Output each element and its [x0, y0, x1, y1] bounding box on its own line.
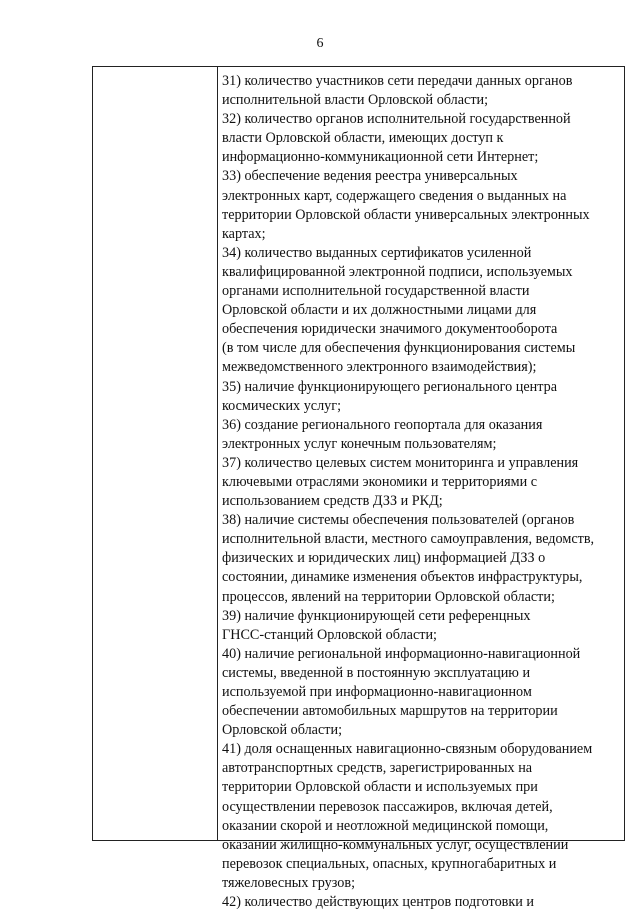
text-line: органами исполнительной государственной власти — [222, 283, 530, 300]
text-line: 41) доля оснащенных навигационно-связным оборудованием — [222, 741, 593, 758]
text-line: процессов, явлений на территории Орловской области; — [222, 588, 555, 605]
text-line: 34) количество выданных сертификатов усиленной — [222, 244, 532, 261]
text-line: территории Орловской области универсальных электронных — [222, 206, 590, 223]
text-line: автотранспортных средств, зарегистрированных на — [222, 760, 533, 777]
text-line: исполнительной власти, местного самоуправления, ведомств, — [222, 531, 595, 548]
table-left-column — [93, 67, 218, 840]
text-line: оказании жилищно-коммунальных услуг, осуществлении — [222, 836, 569, 853]
text-line: космических услуг; — [222, 397, 342, 414]
text-line: обеспечении автомобильных маршрутов на территории — [222, 703, 558, 720]
text-line: использованием средств ДЗЗ и РКД; — [222, 493, 443, 510]
text-line: территории Орловской области и используемых при — [222, 779, 538, 796]
text-line: перевозок специальных, опасных, крупногабаритных и — [222, 855, 557, 872]
text-line: тяжеловесных грузов; — [222, 874, 356, 891]
text-line: ГНСС-станций Орловской области; — [222, 626, 437, 643]
text-line: межведомственного электронного взаимодействия); — [222, 359, 537, 376]
text-line: 32) количество органов исполнительной государственной — [222, 111, 571, 128]
text-line: Орловской области и их должностными лицами для — [222, 302, 537, 319]
text-line: оказании скорой и неотложной медицинской помощи, — [222, 817, 549, 834]
text-line: 42) количество действующих центров подготовки и — [222, 894, 534, 911]
text-line: Орловской области; — [222, 722, 343, 739]
text-line: 37) количество целевых систем мониторинга и управления — [222, 454, 579, 471]
page-number: 6 — [316, 36, 324, 51]
document-table — [92, 66, 625, 911]
text-line: 40) наличие региональной информационно-навигационной — [222, 645, 581, 662]
text-line: электронных услуг конечным пользователям; — [222, 435, 497, 452]
text-line: осуществлении перевозок пассажиров, включая детей, — [222, 798, 553, 815]
text-line: 35) наличие функционирующего регионального центра — [222, 378, 558, 395]
text-line: ключевыми отраслями экономики и территориями с — [222, 473, 538, 490]
text-line: 36) создание регионального геопортала для оказания — [222, 416, 543, 433]
text-line: 33) обеспечение ведения реестра универсальных — [222, 168, 518, 185]
text-line: обеспечения юридически значимого документооборота — [222, 321, 558, 338]
text-line: квалифицированной электронной подписи, используемых — [222, 263, 573, 280]
text-line: информационно-коммуникационной сети Интернет; — [222, 149, 539, 166]
text-line: исполнительной власти Орловской области; — [222, 92, 489, 109]
text-line: электронных карт, содержащего сведения о выданных на — [222, 187, 567, 204]
text-line: (в том числе для обеспечения функционирования системы — [222, 340, 576, 357]
text-line: власти Орловской области, имеющих доступ к — [222, 130, 504, 147]
text-line: 31) количество участников сети передачи данных органов — [222, 73, 573, 89]
text-line: 39) наличие функционирующей сети референцных — [222, 607, 531, 624]
text-line: используемой при информационно-навигационном — [222, 684, 532, 700]
table-right-column — [222, 72, 622, 912]
text-line: 38) наличие системы обеспечения пользователей (органов — [222, 512, 575, 529]
text-line: физических и юридических лиц) информацией ДЗЗ о — [222, 550, 546, 567]
text-line: системы, введенной в постоянную эксплуатацию и — [222, 664, 531, 681]
text-line: состоянии, динамике изменения объектов инфраструктуры, — [222, 569, 583, 586]
text-line: картах; — [222, 225, 266, 242]
